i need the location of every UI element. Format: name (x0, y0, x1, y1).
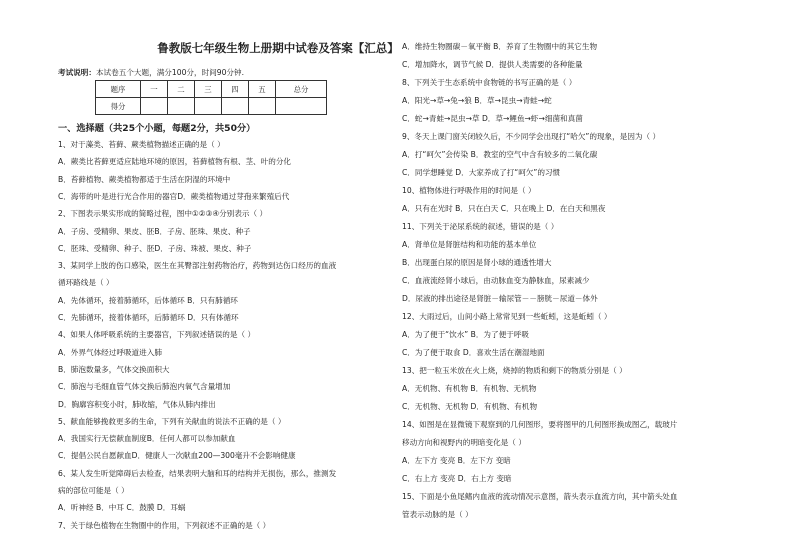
question-line: A．听神经 B．中耳 C．鼓膜 D．耳蜗 (58, 503, 186, 513)
question-line: A．为了便于“饮水” B．为了便于呼吸 (402, 330, 529, 339)
question-line: 1、对于藻类、苔藓、蕨类植物描述正确的是（ ） (58, 140, 225, 149)
score-row-label: 得分 (96, 98, 141, 115)
question-line: 10、植物体进行呼吸作用的时间是（ ） (402, 186, 536, 195)
score-cell[interactable] (195, 98, 222, 115)
question-line: A．我国实行无偿献血制度B．任何人都可以参加献血 (58, 434, 236, 444)
question-line: A．外界气体经过呼吸道进入肺 (58, 347, 162, 357)
question-line: 5、献血能够挽救更多的生命，下列有关献血的说法不正确的是（ ） (58, 416, 286, 426)
question-line: 移动方向和视野内的明暗变化是（ ） (402, 438, 526, 447)
score-cell[interactable] (222, 98, 249, 115)
exam-instructions (58, 67, 244, 78)
question-line: A．打“呵欠”会传染 B．教室的空气中含有较多的二氧化碳 (402, 150, 598, 159)
score-header-cell: 五 (249, 81, 276, 98)
score-cell[interactable] (141, 98, 168, 115)
question-line: 12、大雨过后，山间小路上常常见到一些蚯蚓，这是蚯蚓（ ） (402, 312, 612, 321)
question-line: A．先体循环，接着肺循环，后体循环 B．只有肺循环 (58, 295, 238, 305)
instructions-text: 本试卷五个大题，满分100分，时间90分钟. (95, 68, 245, 77)
score-header-cell: 四 (222, 81, 249, 98)
score-cell[interactable] (249, 98, 276, 115)
score-cell[interactable] (168, 98, 195, 115)
question-line: 7、关于绿色植物在生物圈中的作用，下列叙述不正确的是（ ） (58, 520, 271, 530)
question-line: 4、如果人体呼吸系统的主要器官，下列叙述错误的是（ ） (58, 330, 256, 340)
score-cell[interactable] (276, 98, 327, 115)
question-line: 2、下图表示果实形成的简略过程，图中①②③④分别表示（ ） (58, 209, 268, 219)
question-line: A．只有在光时 B．只在白天 C．只在晚上 D．在白天和黑夜 (402, 204, 606, 213)
question-line: 11、下列关于泌尿系统的叙述，错误的是（ ） (402, 222, 559, 231)
question-line: 15、下面是小鱼尾鳍内血液的流动情况示意图，箭头表示血流方向，其中箭头处血 (402, 492, 678, 501)
question-line: A．无机物、有机物 B．有机物、无机物 (402, 384, 537, 393)
question-line: C．增加降水，调节气候 D．提供人类需要的各种能量 (402, 60, 583, 69)
question-line: 管表示动脉的是（ ） (402, 510, 473, 519)
score-header-cell: 题序 (96, 81, 141, 98)
question-line: C．无机物、无机物 D．有机物、有机物 (402, 402, 538, 411)
score-table-header-row (96, 81, 327, 98)
score-header-cell: 二 (168, 81, 195, 98)
question-line: C．肺泡与毛细血管气体交换后肺泡内氧气含量增加 (58, 382, 231, 392)
question-line: A．阳光→草→兔→狼 B．草→昆虫→青蛙→蛇 (402, 96, 552, 105)
question-line: C．右上方 变亮 D．右上方 变暗 (402, 474, 512, 483)
question-line: A．子房、受精卵、果皮、胚B．子房、胚珠、果皮、种子 (58, 226, 251, 236)
question-line: 14、如图是在显微镜下观察到的几何图形，要将图甲的几何图形换成图乙，载玻片 (402, 420, 678, 429)
score-header-cell: 一 (141, 81, 168, 98)
score-table-score-row (96, 98, 327, 115)
question-line: D．胸廓容积变小时，肺收缩，气体从肺内排出 (58, 399, 216, 409)
question-line: A．维持生物圈碳－氧平衡 B．养育了生物圈中的其它生物 (402, 42, 598, 51)
question-line: D．尿液的排出途径是肾脏－输尿管－－膀胱－尿道－体外 (402, 294, 598, 303)
question-line: 3、某同学上肢的伤口感染，医生在其臀部注射药物治疗，药物到达伤口经历的血液 (58, 261, 337, 271)
question-line: C．血液流经肾小球后，由动脉血变为静脉血，尿素减少 (402, 276, 590, 285)
question-line: 6、某人发生听觉障碍后去检查，结果表明大脑和耳的结构并无损伤，那么，推测发 (58, 468, 337, 478)
exam-title: 鲁教版七年级生物上册期中试卷及答案【汇总】 (157, 41, 399, 55)
question-line: B．肺泡数量多，气体交换面积大 (58, 364, 170, 374)
question-line: 8、下列关于生态系统中食物链的书写正确的是（ ） (402, 78, 577, 87)
question-line: C．先肺循环，接着体循环，后肺循环 D．只有体循环 (58, 313, 239, 322)
instructions-label: 考试说明： (58, 68, 96, 77)
question-line: C．蛇→青蛙→昆虫→草 D．草→鲤鱼→虾→细菌和真菌 (402, 114, 583, 123)
question-line: C．海带的叶是进行光合作用的器官D．蕨类植物通过芽孢来繁殖后代 (58, 191, 290, 201)
question-line: 病的部位可能是（ ） (58, 486, 129, 495)
section-heading-choice: 一、选择题（共25个小题，每题2分，共50分） (58, 123, 256, 134)
question-line: A．蕨类比苔藓更适应陆地环境的原因，苔藓植物有根、茎、叶的分化 (58, 157, 292, 167)
question-line: B．苔藓植物、蕨类植物都适于生活在阴湿的环境中 (58, 174, 231, 184)
question-line: 循环路线是（ ） (58, 278, 114, 288)
question-line: 13、把一粒玉米放在火上烧，烧掉的物质和剩下的物质分别是（ ） (402, 366, 627, 375)
score-header-cell: 三 (195, 81, 222, 98)
question-line: A．左下方 变亮 B．左下方 变暗 (402, 456, 511, 465)
question-line: B．出现蛋白尿的原因是肾小球的通透性增大 (402, 258, 552, 267)
score-header-cell: 总分 (276, 81, 327, 98)
question-line: C．胚珠、受精卵、种子、胚D．子房、珠被、果皮、种子 (58, 243, 252, 253)
question-line: 9、冬天上课门窗关闭较久后，不少同学会出现打“哈欠”的现象，是因为（ ） (402, 132, 661, 141)
question-line: A．肾单位是肾脏结构和功能的基本单位 (402, 240, 537, 249)
question-line: C．为了便于取食 D．喜欢生活在潮湿地面 (402, 348, 545, 357)
question-line: C．提倡公民自愿献血D．健康人一次献血200—300毫升不会影响健康 (58, 451, 296, 461)
question-line: C．同学想睡觉 D．大家养成了打“呵欠”的习惯 (402, 168, 561, 177)
score-table (95, 80, 327, 115)
